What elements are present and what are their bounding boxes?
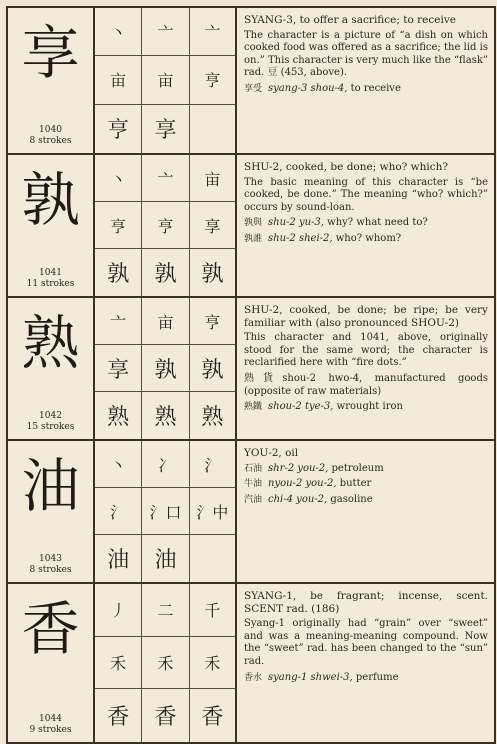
compound-gloss: manufactured goods (opposite of raw materials) bbox=[244, 372, 488, 397]
compound-characters: 熟鐵 bbox=[244, 402, 263, 413]
stroke-step: 丿 bbox=[95, 584, 142, 637]
compound-gloss: why? what need to? bbox=[323, 217, 428, 229]
stroke-step: 孰 bbox=[190, 249, 237, 296]
compound-characters: 熟貨 bbox=[244, 372, 283, 384]
stroke-step: 孰 bbox=[142, 249, 189, 296]
main-character: 熟 bbox=[21, 309, 80, 377]
entry-meta bbox=[8, 125, 93, 147]
compound-gloss: petroleum bbox=[328, 462, 384, 474]
stroke-step: 亩 bbox=[142, 298, 189, 345]
stroke-order-grid bbox=[95, 298, 237, 439]
stroke-step: 禾 bbox=[142, 637, 189, 690]
compound bbox=[244, 463, 488, 476]
compound-romanization: syang-1 shwei-3, bbox=[268, 671, 353, 683]
entry-text bbox=[244, 161, 488, 249]
compound-gloss: butter bbox=[336, 478, 372, 490]
stroke-step: 享 bbox=[142, 105, 189, 153]
entry-title: SYANG-3, to offer a sacrifice; to receive bbox=[244, 14, 456, 26]
compound-gloss: who? whom? bbox=[332, 232, 402, 244]
entry-number: 1043 bbox=[39, 554, 62, 564]
entry-number: 1044 bbox=[39, 714, 62, 724]
stroke-step-empty bbox=[190, 105, 237, 153]
stroke-step: 享 bbox=[190, 202, 237, 249]
stroke-step: 亨 bbox=[142, 202, 189, 249]
stroke-step: 亠 bbox=[142, 8, 189, 56]
stroke-step: 亠 bbox=[95, 298, 142, 345]
stroke-step: 氵口 bbox=[142, 488, 189, 535]
stroke-step: 亩 bbox=[190, 155, 237, 202]
stroke-step: 氵 bbox=[190, 441, 237, 488]
stroke-step: 禾 bbox=[95, 637, 142, 690]
compound bbox=[244, 672, 488, 685]
entry-number: 1042 bbox=[39, 411, 62, 421]
entry-1040 bbox=[8, 8, 494, 155]
stroke-step: 孰 bbox=[190, 345, 237, 392]
compound-characters: 孰與 bbox=[244, 218, 263, 229]
compound-characters: 汽油 bbox=[244, 494, 263, 505]
entry-1042 bbox=[8, 298, 494, 441]
stroke-step: 孰 bbox=[142, 345, 189, 392]
stroke-count: 8 strokes bbox=[29, 136, 72, 146]
stroke-step-empty bbox=[190, 535, 237, 582]
entry-description: The basic meaning of this character is “be cooked, be done.” The meaning “who? which?” occurs by sound-loan. bbox=[244, 176, 488, 213]
entry-number: 1041 bbox=[39, 268, 62, 278]
stroke-count: 9 strokes bbox=[29, 725, 72, 735]
character-column bbox=[8, 155, 95, 296]
compound bbox=[244, 478, 488, 491]
entry-1041 bbox=[8, 155, 494, 298]
compound-gloss: perfume bbox=[352, 671, 399, 683]
main-character: 孰 bbox=[21, 166, 80, 234]
character-column bbox=[8, 8, 95, 153]
compound bbox=[244, 401, 488, 414]
stroke-step: 丶 bbox=[95, 155, 142, 202]
stroke-step: 熟 bbox=[95, 392, 142, 439]
stroke-step: 亨 bbox=[190, 56, 237, 104]
compound-characters: 牛油 bbox=[244, 479, 263, 490]
stroke-step: 亩 bbox=[142, 56, 189, 104]
entry-description: The character is a picture of “a dish on which cooked food was offered as a sacrifice; the lid is on.” This character is very much like the “flask” rad. 豆 (453, above). bbox=[244, 29, 488, 79]
compound bbox=[244, 83, 488, 96]
entry-text bbox=[244, 590, 488, 687]
character-column bbox=[8, 584, 95, 742]
stroke-step: 冫 bbox=[142, 441, 189, 488]
compound-gloss: wrought iron bbox=[333, 401, 403, 413]
stroke-count: 15 strokes bbox=[26, 422, 75, 432]
stroke-step: 油 bbox=[142, 535, 189, 582]
compound-gloss: to receive bbox=[347, 82, 401, 94]
stroke-step: 亨 bbox=[190, 298, 237, 345]
entry-1043 bbox=[8, 441, 494, 584]
stroke-step: 千 bbox=[190, 584, 237, 637]
compound-romanization: shou-2 tye-3, bbox=[268, 401, 334, 413]
entry-meta bbox=[8, 411, 93, 433]
stroke-step: 禾 bbox=[190, 637, 237, 690]
main-character: 油 bbox=[21, 452, 80, 520]
main-character: 享 bbox=[21, 19, 80, 87]
stroke-count: 8 strokes bbox=[29, 565, 72, 575]
entry-description: This character and 1041, above, originally stood for the same word; the character is reclarified here with “fire dots.” bbox=[244, 332, 488, 369]
compound-characters: 享受 bbox=[244, 83, 263, 94]
entry-title: SHU-2, cooked, be done; be ripe; be very familiar with (also pronounced SHOU-2) bbox=[244, 304, 488, 329]
stroke-order-grid bbox=[95, 441, 237, 582]
compound bbox=[244, 373, 488, 398]
stroke-step: 亠 bbox=[190, 8, 237, 56]
entry-1044 bbox=[8, 584, 494, 742]
stroke-step: 二 bbox=[142, 584, 189, 637]
entry-title: SYANG-1, be fragrant; incense, scent. SCENT rad. (186) bbox=[244, 590, 488, 615]
compound-characters: 孰誰 bbox=[244, 233, 263, 244]
stroke-step: 香 bbox=[190, 689, 237, 742]
entry-text bbox=[244, 447, 488, 509]
character-column bbox=[8, 441, 95, 582]
stroke-step: 孰 bbox=[95, 249, 142, 296]
entry-description: Syang-1 originally had “grain” over “sweet” and was a meaning-meaning compound. Now the “sweet” rad. has been changed to the “sun” rad. bbox=[244, 618, 488, 667]
stroke-step: 氵中 bbox=[190, 488, 237, 535]
stroke-order-grid bbox=[95, 8, 237, 153]
stroke-step: 熟 bbox=[190, 392, 237, 439]
entry-meta bbox=[8, 714, 93, 736]
stroke-step: 丶 bbox=[95, 8, 142, 56]
stroke-step: 熟 bbox=[142, 392, 189, 439]
character-column bbox=[8, 298, 95, 439]
compound bbox=[244, 233, 488, 246]
stroke-step: 丶 bbox=[95, 441, 142, 488]
compound-romanization: shu-2 shei-2, bbox=[268, 232, 333, 244]
stroke-step: 油 bbox=[95, 535, 142, 582]
compound-romanization: nyou-2 you-2, bbox=[268, 478, 337, 490]
compound-romanization: shr-2 you-2, bbox=[268, 462, 329, 474]
stroke-step: 亠 bbox=[142, 155, 189, 202]
compound-gloss: gasoline bbox=[327, 493, 373, 505]
stroke-step: 亨 bbox=[95, 105, 142, 153]
stroke-order-grid bbox=[95, 155, 237, 296]
stroke-step: 氵 bbox=[95, 488, 142, 535]
stroke-count: 11 strokes bbox=[26, 279, 75, 289]
entry-meta bbox=[8, 268, 93, 290]
compound-romanization: syang-3 shou-4, bbox=[268, 82, 348, 94]
compound bbox=[244, 494, 488, 507]
stroke-step: 香 bbox=[142, 689, 189, 742]
stroke-step: 亩 bbox=[95, 56, 142, 104]
entry-text bbox=[244, 14, 488, 99]
entry-meta bbox=[8, 554, 93, 576]
stroke-step: 享 bbox=[95, 345, 142, 392]
entry-number: 1040 bbox=[39, 125, 62, 135]
dictionary-page bbox=[6, 6, 496, 744]
entry-text bbox=[244, 304, 488, 417]
compound-romanization: chi-4 you-2, bbox=[268, 493, 328, 505]
compound-characters: 石油 bbox=[244, 463, 263, 474]
compound-romanization: shu-2 yu-3, bbox=[268, 217, 324, 229]
main-character: 香 bbox=[21, 595, 80, 663]
stroke-step: 亨 bbox=[95, 202, 142, 249]
compound bbox=[244, 217, 488, 230]
compound-romanization: shou-2 hwo-4, bbox=[282, 372, 363, 384]
compound-characters: 香水 bbox=[244, 672, 263, 683]
stroke-order-grid bbox=[95, 584, 237, 742]
entry-title: YOU-2, oil bbox=[244, 447, 299, 459]
stroke-step: 香 bbox=[95, 689, 142, 742]
entry-title: SHU-2, cooked, be done; who? which? bbox=[244, 161, 449, 173]
